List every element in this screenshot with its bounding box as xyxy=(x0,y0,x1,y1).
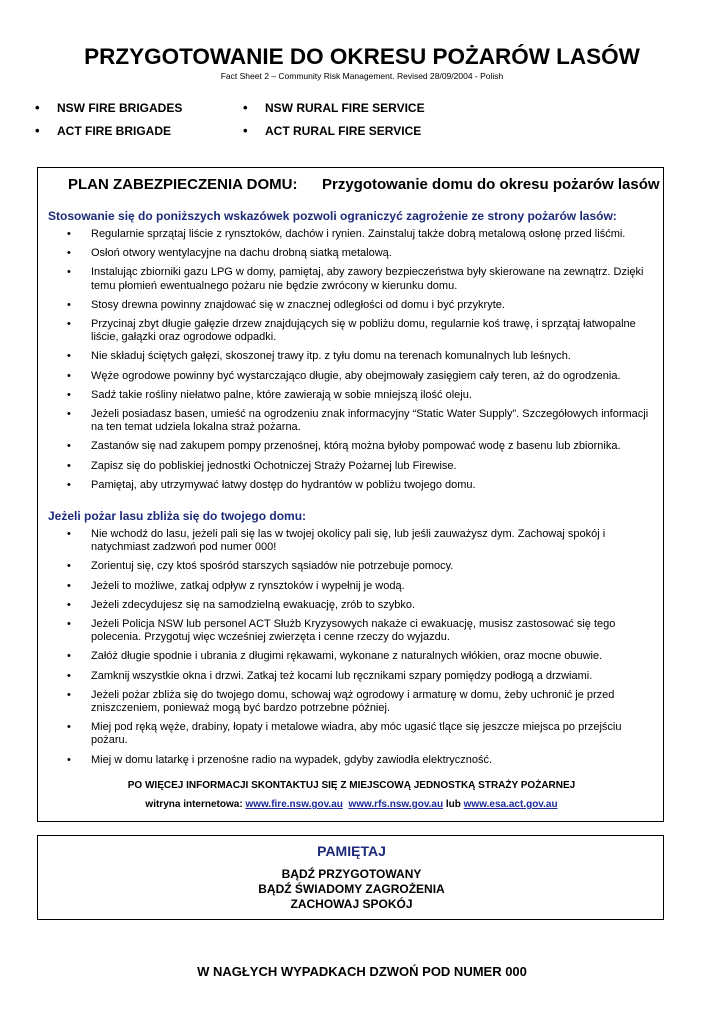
fire-approaching-list xyxy=(38,528,665,773)
list-item: • Jeżeli posiadasz basen, umieść na ogrodzeniu znak informacyjny “Static Water Supply”. Szczegółowych informacji na ten temat udziela lokalna straż pożarna. xyxy=(38,408,665,434)
prevention-list xyxy=(38,228,665,498)
remember-title: PAMIĘTAJ xyxy=(317,843,386,859)
bullet-icon: • xyxy=(35,123,40,138)
plan-subheading: Przygotowanie domu do okresu pożarów lasów xyxy=(322,176,660,193)
list-item: • Przycinaj zbyt długie gałęzie drzew znajdujących się w pobliżu domu, regularnie koś trawę, i sprzątaj łatwopalne liście, gałązki oraz ogrodowe odpadki. xyxy=(38,318,665,344)
emergency-notice: W NAGŁYCH WYPADKACH DZWOŃ POD NUMER 000 xyxy=(197,964,527,979)
bullet-icon: • xyxy=(243,100,248,115)
list-item: • Sadź takie rośliny niełatwo palne, które zawierają w sobie mniejszą ilość oleju. xyxy=(38,389,665,402)
home-protection-plan-box xyxy=(37,167,664,822)
list-item: • Zastanów się nad zakupem pompy przenośnej, którą można byłoby pompować wodę z basenu lub zbiornika. xyxy=(38,440,665,453)
link-fire-nsw[interactable]: www.fire.nsw.gov.au xyxy=(245,799,343,810)
list-item: • Zorientuj się, czy ktoś spośród starszych sąsiadów nie potrzebuje pomocy. xyxy=(38,560,665,573)
list-item: • Nie składuj ściętych gałęzi, skoszonej trawy itp. z tyłu domu na terenach komunalnych lub leśnych. xyxy=(38,350,665,363)
contact-info: PO WIĘCEJ INFORMACJI SKONTAKTUJ SIĘ Z MIEJSCOWĄ JEDNOSTKĄ STRAŻY POŻARNEJ xyxy=(127,780,576,791)
remember-line-1: BĄDŹ PRZYGOTOWANY xyxy=(281,867,422,881)
list-item: • Stosy drewna powinny znajdować się w znacznej odległości od domu i być przykryte. xyxy=(38,299,665,312)
org-label: ACT RURAL FIRE SERVICE xyxy=(265,124,422,138)
link-rfs-nsw[interactable]: www.rfs.nsw.gov.au xyxy=(348,799,444,810)
list-item: • Osłoń otwory wentylacyjne na dachu drobną siatką metalową. xyxy=(38,247,665,260)
page-title: PRZYGOTOWANIE DO OKRESU POŻARÓW LASÓW xyxy=(84,44,640,69)
list-item: • Regularnie sprzątaj liście z rynsztoków, dachów i rynien. Zainstaluj także dobrą metalową osłonę przed liśćmi. xyxy=(38,228,665,241)
bullet-icon: • xyxy=(35,100,40,115)
section-prevention-heading: Stosowanie się do poniższych wskazówek pozwoli ograniczyć zagrożenie ze strony pożarów lasów: xyxy=(48,209,617,223)
plan-heading-label: PLAN ZABEZPIECZENIA DOMU: xyxy=(68,176,298,193)
list-item: • Jeżeli to możliwe, zatkaj odpływ z rynsztoków i wypełnij je wodą. xyxy=(38,580,665,593)
website-label: witryna internetowa: xyxy=(145,799,243,810)
list-item: • Instalując zbiorniki gazu LPG w domy, pamiętaj, aby zawory bezpieczeństwa były skierowane na zewnątrz. Dzięki temu płomień ewentualnego pożaru nie będzie zwrócony w kierunku domu. xyxy=(38,266,665,292)
list-item: • Węże ogrodowe powinny być wystarczająco długie, aby obejmowały zasięgiem cały teren, aż do ogrodzenia. xyxy=(38,370,665,383)
list-item: • Jeżeli pożar zbliża się do twojego domu, schowaj wąż ogrodowy i armaturę w domu, żeby uchronić je przed zniszczeniem, ponieważ mogą być bardzo potrzebne później. xyxy=(38,689,665,715)
page-subtitle: Fact Sheet 2 – Community Risk Management. Revised 28/09/2004 - Polish xyxy=(220,71,504,81)
list-item: • Miej pod ręką węże, drabiny, łopaty i metalowe wiadra, aby móc ugasić tlące się jeszcze miejsca po przejściu pożaru. xyxy=(38,721,665,747)
bullet-icon: • xyxy=(243,123,248,138)
list-item: • Zamknij wszystkie okna i drzwi. Zatkaj też kocami lub ręcznikami szpary pomiędzy podłogą a drzwiami. xyxy=(38,670,665,683)
org-label: NSW FIRE BRIGADES xyxy=(57,101,183,115)
or-label: lub xyxy=(445,799,461,810)
list-item: • Załóż długie spodnie i ubrania z długimi rękawami, wykonane z naturalnych włókien, oraz mocne obuwie. xyxy=(38,650,665,663)
org-act-rural-fire-service xyxy=(243,123,422,138)
org-nsw-rural-fire-service xyxy=(243,100,425,115)
website-line xyxy=(38,799,665,810)
org-label: NSW RURAL FIRE SERVICE xyxy=(265,101,425,115)
org-nsw-fire-brigades xyxy=(35,100,183,115)
list-item: • Zapisz się do pobliskiej jednostki Ochotniczej Straży Pożarnej lub Firewise. xyxy=(38,460,665,473)
list-item: • Pamiętaj, aby utrzymywać łatwy dostęp do hydrantów w pobliżu twojego domu. xyxy=(38,479,665,492)
list-item: • Miej w domu latarkę i przenośne radio na wypadek, gdyby zawiodła elektryczność. xyxy=(38,754,665,767)
list-item: • Nie wchodź do lasu, jeżeli pali się las w twojej okolicy pali się, lub jeśli zauważysz dym. Zachowaj spokój i natychmiast zadzwoń pod numer 000! xyxy=(38,528,665,554)
link-esa-act[interactable]: www.esa.act.gov.au xyxy=(463,799,558,810)
remember-box xyxy=(37,835,664,920)
list-item: • Jeżeli Policja NSW lub personel ACT Służb Kryzysowych nakaże ci ewakuację, musisz zastosować się tego polecenia. Przygotuj więc wcześniej zwierzęta i cenne rzeczy do wyjazdu. xyxy=(38,618,665,644)
section-fire-approaching-heading: Jeżeli pożar lasu zbliża się do twojego domu: xyxy=(48,509,307,523)
org-act-fire-brigade xyxy=(35,123,171,138)
org-label: ACT FIRE BRIGADE xyxy=(57,124,171,138)
remember-line-2: BĄDŹ ŚWIADOMY ZAGROŻENIA xyxy=(258,882,445,896)
list-item: • Jeżeli zdecydujesz się na samodzielną ewakuację, zrób to szybko. xyxy=(38,599,665,612)
plan-heading xyxy=(68,176,660,193)
remember-line-3: ZACHOWAJ SPOKÓJ xyxy=(290,897,413,911)
